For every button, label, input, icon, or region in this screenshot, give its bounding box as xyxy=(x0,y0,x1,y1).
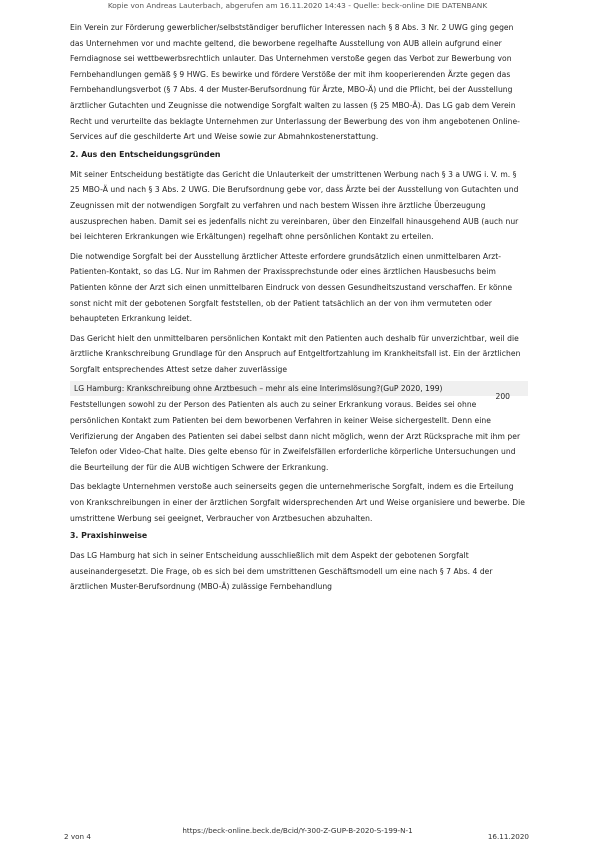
section-heading-reasons: 2. Aus den Entscheidungsgründen xyxy=(70,149,221,159)
citation-box[interactable] xyxy=(70,381,528,402)
reasons-paragraph-3: Das Gericht hielt den unmittelbaren persönlichen Kontakt mit den Patienten auch deshalb für unverzichtbar, weil die ärztliche Krankschreibung Grundlage für den Anspruch auf Entgeltfortzahlung im Krankheitsfall ist. Ein der ärztlichen Sorgfalt entsprechendes Attest setze daher zuverlässige xyxy=(70,333,521,374)
document-body xyxy=(70,20,528,599)
footer-url-link[interactable]: https://beck-online.beck.de/Bcid/Y-300-Z-GUP-B-2020-S-199-N-1 xyxy=(182,826,413,835)
reasons-paragraph-2: Die notwendige Sorgfalt bei der Ausstellung ärztlicher Atteste erfordere grundsätzlich einen unmittelbaren Arzt-Patienten-Kontakt, so das LG. Nur im Rahmen der Praxissprechstunde oder eines ärztlichen Hausbesuchs beim Patienten könne der Arzt sich einen unmittelbaren Eindruck von dessen Gesundheitszustand verschaffen. Er könne sonst nicht mit der gebotenen Sorgfalt feststellen, ob der Patient tatsächlich an der von ihm vermuteten oder behaupteten Erkrankung leidet. xyxy=(70,251,513,324)
practice-paragraph-1: Das LG Hamburg hat sich in seiner Entscheidung ausschließlich mit dem Aspekt der gebotenen Sorgfalt auseinandergesetzt. Die Frage, ob es sich bei dem umstrittenen Geschäftsmodell um eine nach § 7 Abs. 4 der ärztlichen Muster-Berufsordnung (MBO-Ä) zulässige Fernbehandlung xyxy=(70,551,493,592)
citation-page-number: 200 xyxy=(495,392,510,402)
reasons-paragraph-1: Mit seiner Entscheidung bestätigte das Gericht die Unlauterkeit der umstrittenen Werbung nach § 3 a UWG i. V. m. § 25 MBO-Ä und nach § 3 Abs. 2 UWG. Die Berufsordnung gebe vor, dass Ärzte bei der Ausstellung von Gutachten und Zeugnissen mit der notwendigen Sorgfalt zu verfahren und nach bestem Wissen ihre ärztliche Überzeugung auszusprechen haben. Damit sei es jedenfalls nicht zu vereinbaren, über den Einzelfall hinausgehend AUB (auch nur bei leichteren Erkrankungen wie Erkältungen) regelhaft ohne persönlichen Kontakt zu erteilen. xyxy=(70,169,519,242)
reasons-paragraph-5: Das beklagte Unternehmen verstoße auch seinerseits gegen die unternehmerische Sorgfalt, indem es die Erteilung von Krankschreibungen in einer der ärztlichen Sorgfalt widersprechenden Art und Weise organisiere und bewerbe. Die umstrittene Werbung sei geeignet, Verbraucher von Arztbesuchen abzuhalten. xyxy=(70,482,525,523)
footer-date: 16.11.2020 xyxy=(487,832,529,841)
footer-page-number: 2 von 4 xyxy=(64,832,91,841)
page-header: Kopie von Andreas Lauterbach, abgerufen am 16.11.2020 14:43 - Quelle: beck-online DIE DATENBANK xyxy=(107,1,488,10)
intro-paragraph: Ein Verein zur Förderung gewerblicher/selbstständiger beruflicher Interessen nach § 8 Abs. 3 Nr. 2 UWG ging gegen das Unternehmen vor und machte geltend, die beworbene regelhafte Ausstellung von AUB allein aufgrund einer Ferndiagnose sei wettbewerbsrechtlich unlauter. Das Unternehmen verstoße gegen das Verbot zur Bewerbung von Fernbehandlungen gemäß § 9 HWG. Es bewirke und fördere Verstöße der mit ihm kooperierenden Ärzte gegen das Fernbehandlungsverbot (§ 7 Abs. 4 der Muster-Berufsordnung für Ärzte, MBO-Ä) und die Pflicht, bei der Ausstellung ärztlicher Gutachten und Zeugnisse die notwendige Sorgfalt walten zu lassen (§ 25 MBO-Ä). Das LG gab dem Verein Recht und verurteilte das beklagte Unternehmen zur Unterlassung der Bewerbung des von ihm angebotenen Online-Services auf die geschilderte Art und Weise sowie zur Abmahnkostenerstattung. xyxy=(70,23,520,142)
citation-text: LG Hamburg: Krankschreibung ohne Arztbesuch – mehr als eine Interimslösung?(GuP 2020, 199) xyxy=(74,384,443,394)
section-heading-practice: 3. Praxishinweise xyxy=(70,531,148,541)
reasons-paragraph-4: Feststellungen sowohl zu der Person des Patienten als auch zu seiner Erkrankung voraus. Beides sei ohne persönlichen Kontakt zum Patienten bei dem beworbenen Verfahren in keiner Weise sichergestellt. Denn eine Verifizierung der Angaben des Patienten sei dabei selbst dann nicht möglich, wenn der Arzt Rücksprache mit ihm per Telefon oder Video-Chat halte. Dies gelte ebenso für in Zweifelsfällen erforderliche körperliche Untersuchungen und die Beurteilung der für die AUB wichtigen Schwere der Erkrankung. xyxy=(70,400,521,472)
